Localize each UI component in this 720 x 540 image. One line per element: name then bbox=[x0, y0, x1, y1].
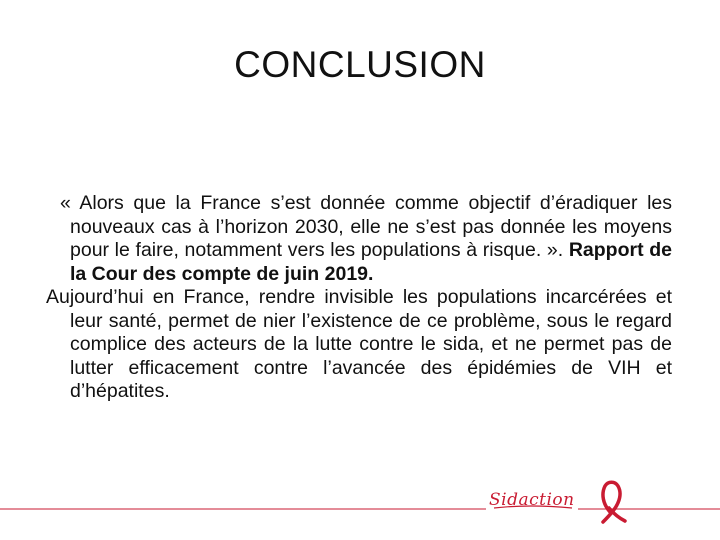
footer-decoration bbox=[0, 478, 720, 528]
quote-text: « Alors que la France s’est donnée comme objectif d’éradiquer les nouveaux cas à l’horizon 2030, elle ne s’est pas donnée les moyens pour le faire, notamment vers les populations à risque. ». bbox=[60, 192, 672, 261]
paragraph-conclusion: Aujourd’hui en France, rendre invisible les populations incarcérées et leur santé, permet de nier l’existence de ce problème, sous le regard complice des acteurs de la lutte contre le sida, et ne permet pas de lutter efficacement contre l’avancée des épidémies de VIH et d’hépatites. bbox=[46, 286, 672, 402]
paragraph-quote bbox=[46, 192, 672, 286]
slide-body bbox=[46, 192, 672, 404]
brand-logo-text: Sidaction bbox=[489, 490, 575, 510]
red-ribbon-icon bbox=[603, 482, 625, 522]
slide-title: CONCLUSION bbox=[234, 44, 486, 85]
footer bbox=[0, 478, 720, 528]
quote-source: Rapport de la Cour des compte de juin 2019. bbox=[70, 239, 673, 285]
